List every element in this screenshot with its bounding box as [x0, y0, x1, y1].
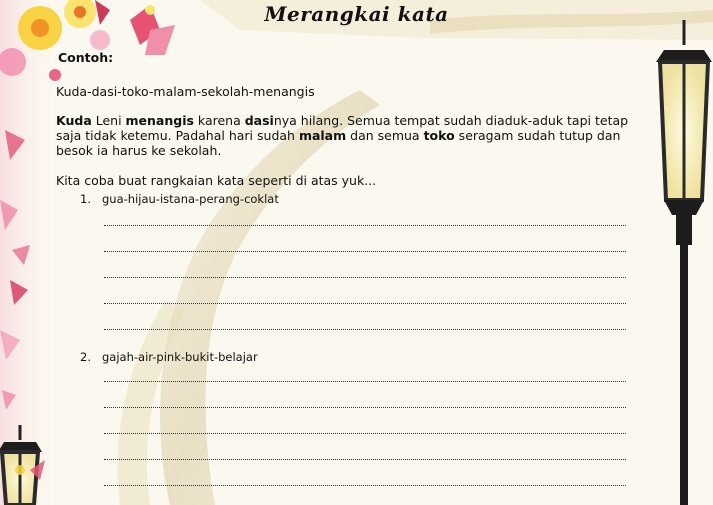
example-story: [56, 113, 652, 158]
story-keyword: malam: [298, 128, 347, 143]
answer-line[interactable]: [104, 251, 626, 252]
exercise-1: [80, 192, 279, 207]
story-keyword: toko: [423, 128, 455, 143]
lantern-right-decoration: [656, 20, 712, 505]
example-label: Contoh:: [58, 50, 114, 65]
page-title: Merangkai kata: [264, 2, 449, 26]
story-keyword: Kuda: [56, 113, 92, 128]
story-text: dan semua: [346, 128, 424, 143]
exercise-words: gajah-air-pink-bukit-belajar: [102, 350, 258, 364]
exercise-2: [80, 350, 258, 365]
story-keyword: menangis: [125, 113, 194, 128]
story-text: nya hilang. Semua tempat sudah diaduk-aduk tapi tetap saja tidak ketemu. Padahal hari sudah: [56, 113, 629, 143]
instruction-text: Kita coba buat rangkaian kata seperti di atas yuk...: [56, 173, 377, 188]
answer-line[interactable]: [104, 303, 626, 304]
answer-line[interactable]: [104, 329, 626, 330]
answer-line[interactable]: [104, 485, 626, 486]
answer-line[interactable]: [104, 433, 626, 434]
story-text: Leni: [91, 113, 126, 128]
story-text: seragam sudah tutup dan besok ia harus ke sekolah.: [56, 128, 621, 158]
answer-line[interactable]: [104, 381, 626, 382]
exercise-words: gua-hijau-istana-perang-coklat: [102, 192, 279, 206]
answer-line[interactable]: [104, 225, 626, 226]
answer-line[interactable]: [104, 407, 626, 408]
answer-line[interactable]: [104, 277, 626, 278]
story-keyword: dasi: [244, 113, 274, 128]
example-word-list: Kuda-dasi-toko-malam-sekolah-menangis: [56, 84, 315, 99]
story-text: karena: [193, 113, 245, 128]
exercise-number: 1.: [80, 192, 91, 206]
answer-line[interactable]: [104, 459, 626, 460]
exercise-number: 2.: [80, 350, 91, 364]
